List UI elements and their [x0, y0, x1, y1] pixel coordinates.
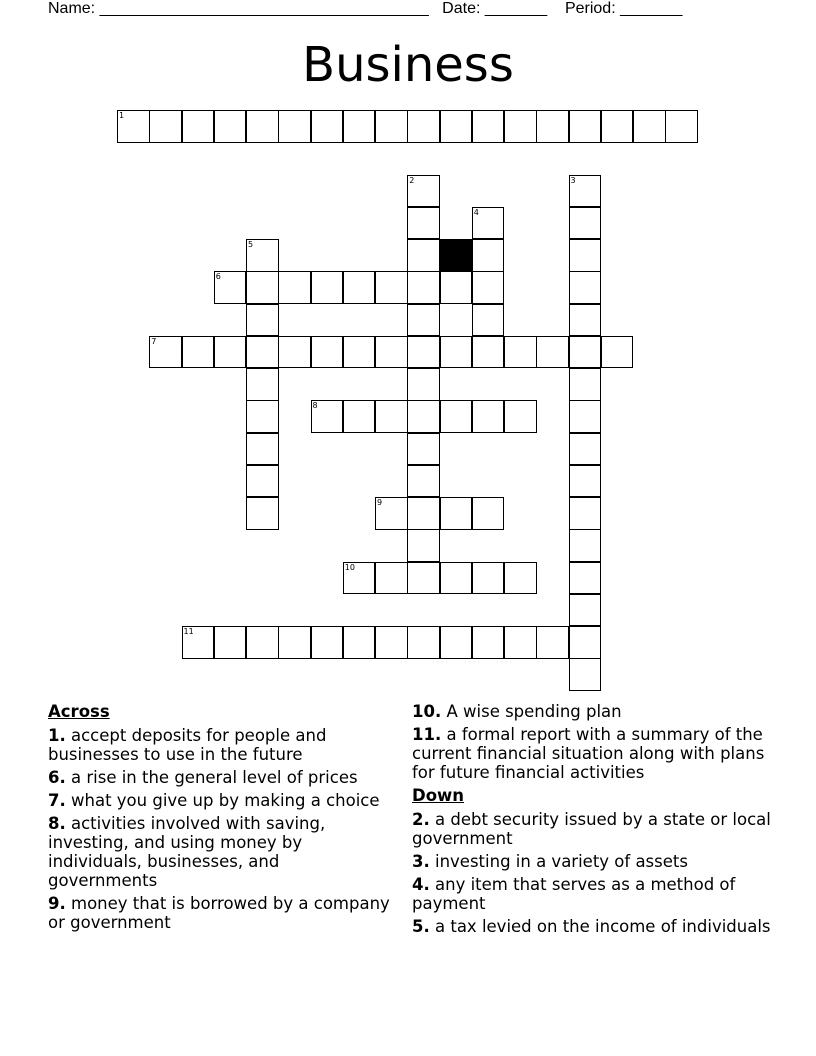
black-square [440, 239, 473, 272]
clue-number: 2. [412, 810, 430, 829]
clue-text: money that is borrowed by a company or government [48, 894, 390, 932]
grid-cell[interactable] [311, 626, 344, 659]
grid-cell[interactable] [375, 626, 408, 659]
clue-number: 11. [412, 725, 442, 744]
grid-cell[interactable] [343, 626, 376, 659]
grid-cell[interactable] [407, 562, 440, 595]
grid-cell[interactable] [440, 497, 473, 530]
grid-cell[interactable] [343, 336, 376, 369]
clue-number-label: 3 [570, 175, 576, 185]
page-title: Business [302, 37, 514, 93]
grid-cell[interactable] [407, 497, 440, 530]
grid-cell[interactable] [246, 110, 279, 143]
grid-cell[interactable] [440, 271, 473, 304]
grid-cell[interactable] [246, 400, 279, 433]
clue-text: investing in a variety of assets [435, 852, 688, 871]
grid-cell[interactable] [472, 110, 505, 143]
grid-cell[interactable] [569, 239, 602, 272]
clue-number-label: 9 [377, 498, 383, 507]
clue-number: 7. [48, 791, 66, 810]
name-label: Name: [48, 0, 96, 17]
grid-cell[interactable] [407, 175, 440, 208]
clues-column-right [412, 702, 772, 940]
clue-number-label: 4 [473, 207, 479, 217]
grid-cell[interactable] [214, 336, 247, 369]
grid-cell[interactable] [407, 400, 440, 433]
grid-cell[interactable] [214, 271, 247, 304]
date-label: Date: [442, 0, 481, 17]
clues-column-left [48, 702, 390, 936]
clue-across-10 [412, 702, 772, 721]
grid-cell[interactable] [407, 465, 440, 498]
grid-cell[interactable] [117, 110, 150, 143]
clue-number-label: 10 [344, 562, 355, 572]
grid-cell[interactable] [569, 626, 602, 659]
grid-cell[interactable] [569, 658, 602, 691]
grid-cell[interactable] [246, 239, 279, 272]
clue-across-7 [48, 791, 390, 810]
grid-cell[interactable] [601, 336, 634, 369]
grid-cell[interactable] [246, 336, 279, 369]
grid-cell[interactable] [569, 465, 602, 498]
grid-cell[interactable] [278, 626, 311, 659]
grid-cell[interactable] [440, 562, 473, 595]
grid-cell[interactable] [569, 400, 602, 433]
clue-number-label: 1 [119, 111, 125, 120]
clue-text: A wise spending plan [446, 702, 622, 721]
clue-number: 3. [412, 852, 430, 871]
grid-cell[interactable] [407, 239, 440, 272]
grid-cell[interactable] [569, 110, 602, 143]
grid-cell[interactable] [472, 336, 505, 369]
grid-cell[interactable] [504, 110, 537, 143]
grid-cell[interactable] [569, 433, 602, 466]
clue-down-3 [412, 852, 772, 871]
grid-cell[interactable] [407, 336, 440, 369]
clue-number: 5. [412, 917, 430, 936]
grid-cell[interactable] [569, 497, 602, 530]
period-label: Period: [564, 0, 616, 17]
grid-cell[interactable] [569, 207, 602, 240]
clue-text: a rise in the general level of prices [71, 768, 358, 787]
grid-cell[interactable] [536, 110, 569, 143]
grid-cell[interactable] [343, 400, 376, 433]
grid-cell[interactable] [375, 497, 408, 530]
grid-cell[interactable] [375, 400, 408, 433]
clue-across-11 [412, 725, 772, 782]
clue-number-label: 5 [248, 240, 254, 249]
down-heading: Down [412, 786, 465, 805]
clue-number-label: 8 [312, 401, 318, 411]
grid-cell[interactable] [246, 368, 279, 401]
clue-number: 1. [48, 726, 66, 745]
clue-number: 6. [48, 768, 66, 787]
clue-text: what you give up by making a choice [71, 791, 380, 810]
grid-cell[interactable] [633, 110, 666, 143]
grid-cell[interactable] [407, 271, 440, 304]
clue-across-9 [48, 894, 390, 932]
grid-cell[interactable] [311, 110, 344, 143]
grid-cell[interactable] [149, 336, 182, 369]
clue-down-4 [412, 875, 772, 913]
grid-cell[interactable] [343, 271, 376, 304]
grid-cell[interactable] [311, 400, 344, 433]
grid-cell[interactable] [214, 626, 247, 659]
grid-cell[interactable] [472, 207, 505, 240]
clue-text: accept deposits for people and businesses to use in the future [48, 726, 327, 764]
grid-cell[interactable] [246, 271, 279, 304]
grid-cell[interactable] [182, 110, 215, 143]
grid-cell[interactable] [472, 271, 505, 304]
grid-cell[interactable] [472, 400, 505, 433]
clue-number: 8. [48, 814, 66, 833]
grid-cell[interactable] [311, 336, 344, 369]
clue-text: a debt security issued by a state or local government [412, 810, 771, 848]
name-blank[interactable]: _____________________________________ [99, 0, 429, 17]
grid-cell[interactable] [472, 562, 505, 595]
grid-cell[interactable] [472, 239, 505, 272]
grid-cell[interactable] [375, 336, 408, 369]
grid-cell[interactable] [472, 304, 505, 337]
grid-cell[interactable] [375, 562, 408, 595]
grid-cell[interactable] [343, 562, 376, 595]
grid-cell[interactable] [536, 626, 569, 659]
grid-cell[interactable] [246, 465, 279, 498]
clue-number-label: 2 [409, 175, 415, 185]
grid-cell[interactable] [440, 626, 473, 659]
grid-cell[interactable] [407, 368, 440, 401]
date-blank[interactable]: _______ [484, 0, 548, 17]
grid-cell[interactable] [311, 271, 344, 304]
grid-cell[interactable] [569, 529, 602, 562]
grid-cell[interactable] [504, 562, 537, 595]
across-heading: Across [48, 702, 110, 721]
grid-cell[interactable] [440, 400, 473, 433]
grid-cell[interactable] [278, 336, 311, 369]
grid-cell[interactable] [601, 110, 634, 143]
grid-cell[interactable] [278, 110, 311, 143]
clue-text: a formal report with a summary of the current financial situation along with plans for future financial activities [412, 725, 765, 782]
grid-cell[interactable] [375, 271, 408, 304]
grid-cell[interactable] [246, 626, 279, 659]
clue-across-1 [48, 726, 390, 764]
grid-cell[interactable] [504, 400, 537, 433]
grid-cell[interactable] [569, 271, 602, 304]
clue-across-8 [48, 814, 390, 890]
grid-cell[interactable] [569, 368, 602, 401]
grid-cell[interactable] [343, 110, 376, 143]
clue-number-label: 7 [151, 336, 157, 346]
clue-number-label: 6 [215, 272, 221, 282]
clue-down-2 [412, 810, 772, 848]
clue-text: activities involved with saving, investing, and using money by individuals, businesses, and governments [48, 814, 326, 890]
grid-cell[interactable] [407, 304, 440, 337]
grid-cell[interactable] [149, 110, 182, 143]
clue-number: 4. [412, 875, 430, 894]
grid-cell[interactable] [246, 497, 279, 530]
clue-number: 10. [412, 702, 442, 721]
grid-cell[interactable] [440, 110, 473, 143]
grid-cell[interactable] [536, 336, 569, 369]
grid-cell[interactable] [407, 529, 440, 562]
grid-cell[interactable] [569, 304, 602, 337]
clue-text: any item that serves as a method of payment [412, 875, 736, 913]
period-blank[interactable]: _______ [620, 0, 683, 17]
grid-cell[interactable] [375, 110, 408, 143]
clue-number-label: 11 [183, 627, 194, 636]
grid-cell[interactable] [665, 110, 698, 143]
grid-cell[interactable] [569, 594, 602, 627]
clue-across-6 [48, 768, 390, 787]
grid-cell[interactable] [246, 304, 279, 337]
grid-cell[interactable] [182, 336, 215, 369]
clue-text: a tax levied on the income of individuals [435, 917, 771, 936]
grid-cell[interactable] [407, 433, 440, 466]
grid-cell[interactable] [504, 626, 537, 659]
grid-cell[interactable] [504, 336, 537, 369]
grid-cell[interactable] [278, 271, 311, 304]
grid-cell[interactable] [569, 336, 602, 369]
grid-cell[interactable] [440, 336, 473, 369]
grid-cell[interactable] [569, 562, 602, 595]
grid-cell[interactable] [407, 626, 440, 659]
grid-cell[interactable] [407, 110, 440, 143]
grid-cell[interactable] [214, 110, 247, 143]
grid-cell[interactable] [569, 175, 602, 208]
grid-cell[interactable] [472, 626, 505, 659]
grid-cell[interactable] [407, 207, 440, 240]
clue-number: 9. [48, 894, 66, 913]
grid-cell[interactable] [246, 433, 279, 466]
grid-cell[interactable] [182, 626, 215, 659]
grid-cell[interactable] [472, 497, 505, 530]
clue-down-5 [412, 917, 772, 936]
